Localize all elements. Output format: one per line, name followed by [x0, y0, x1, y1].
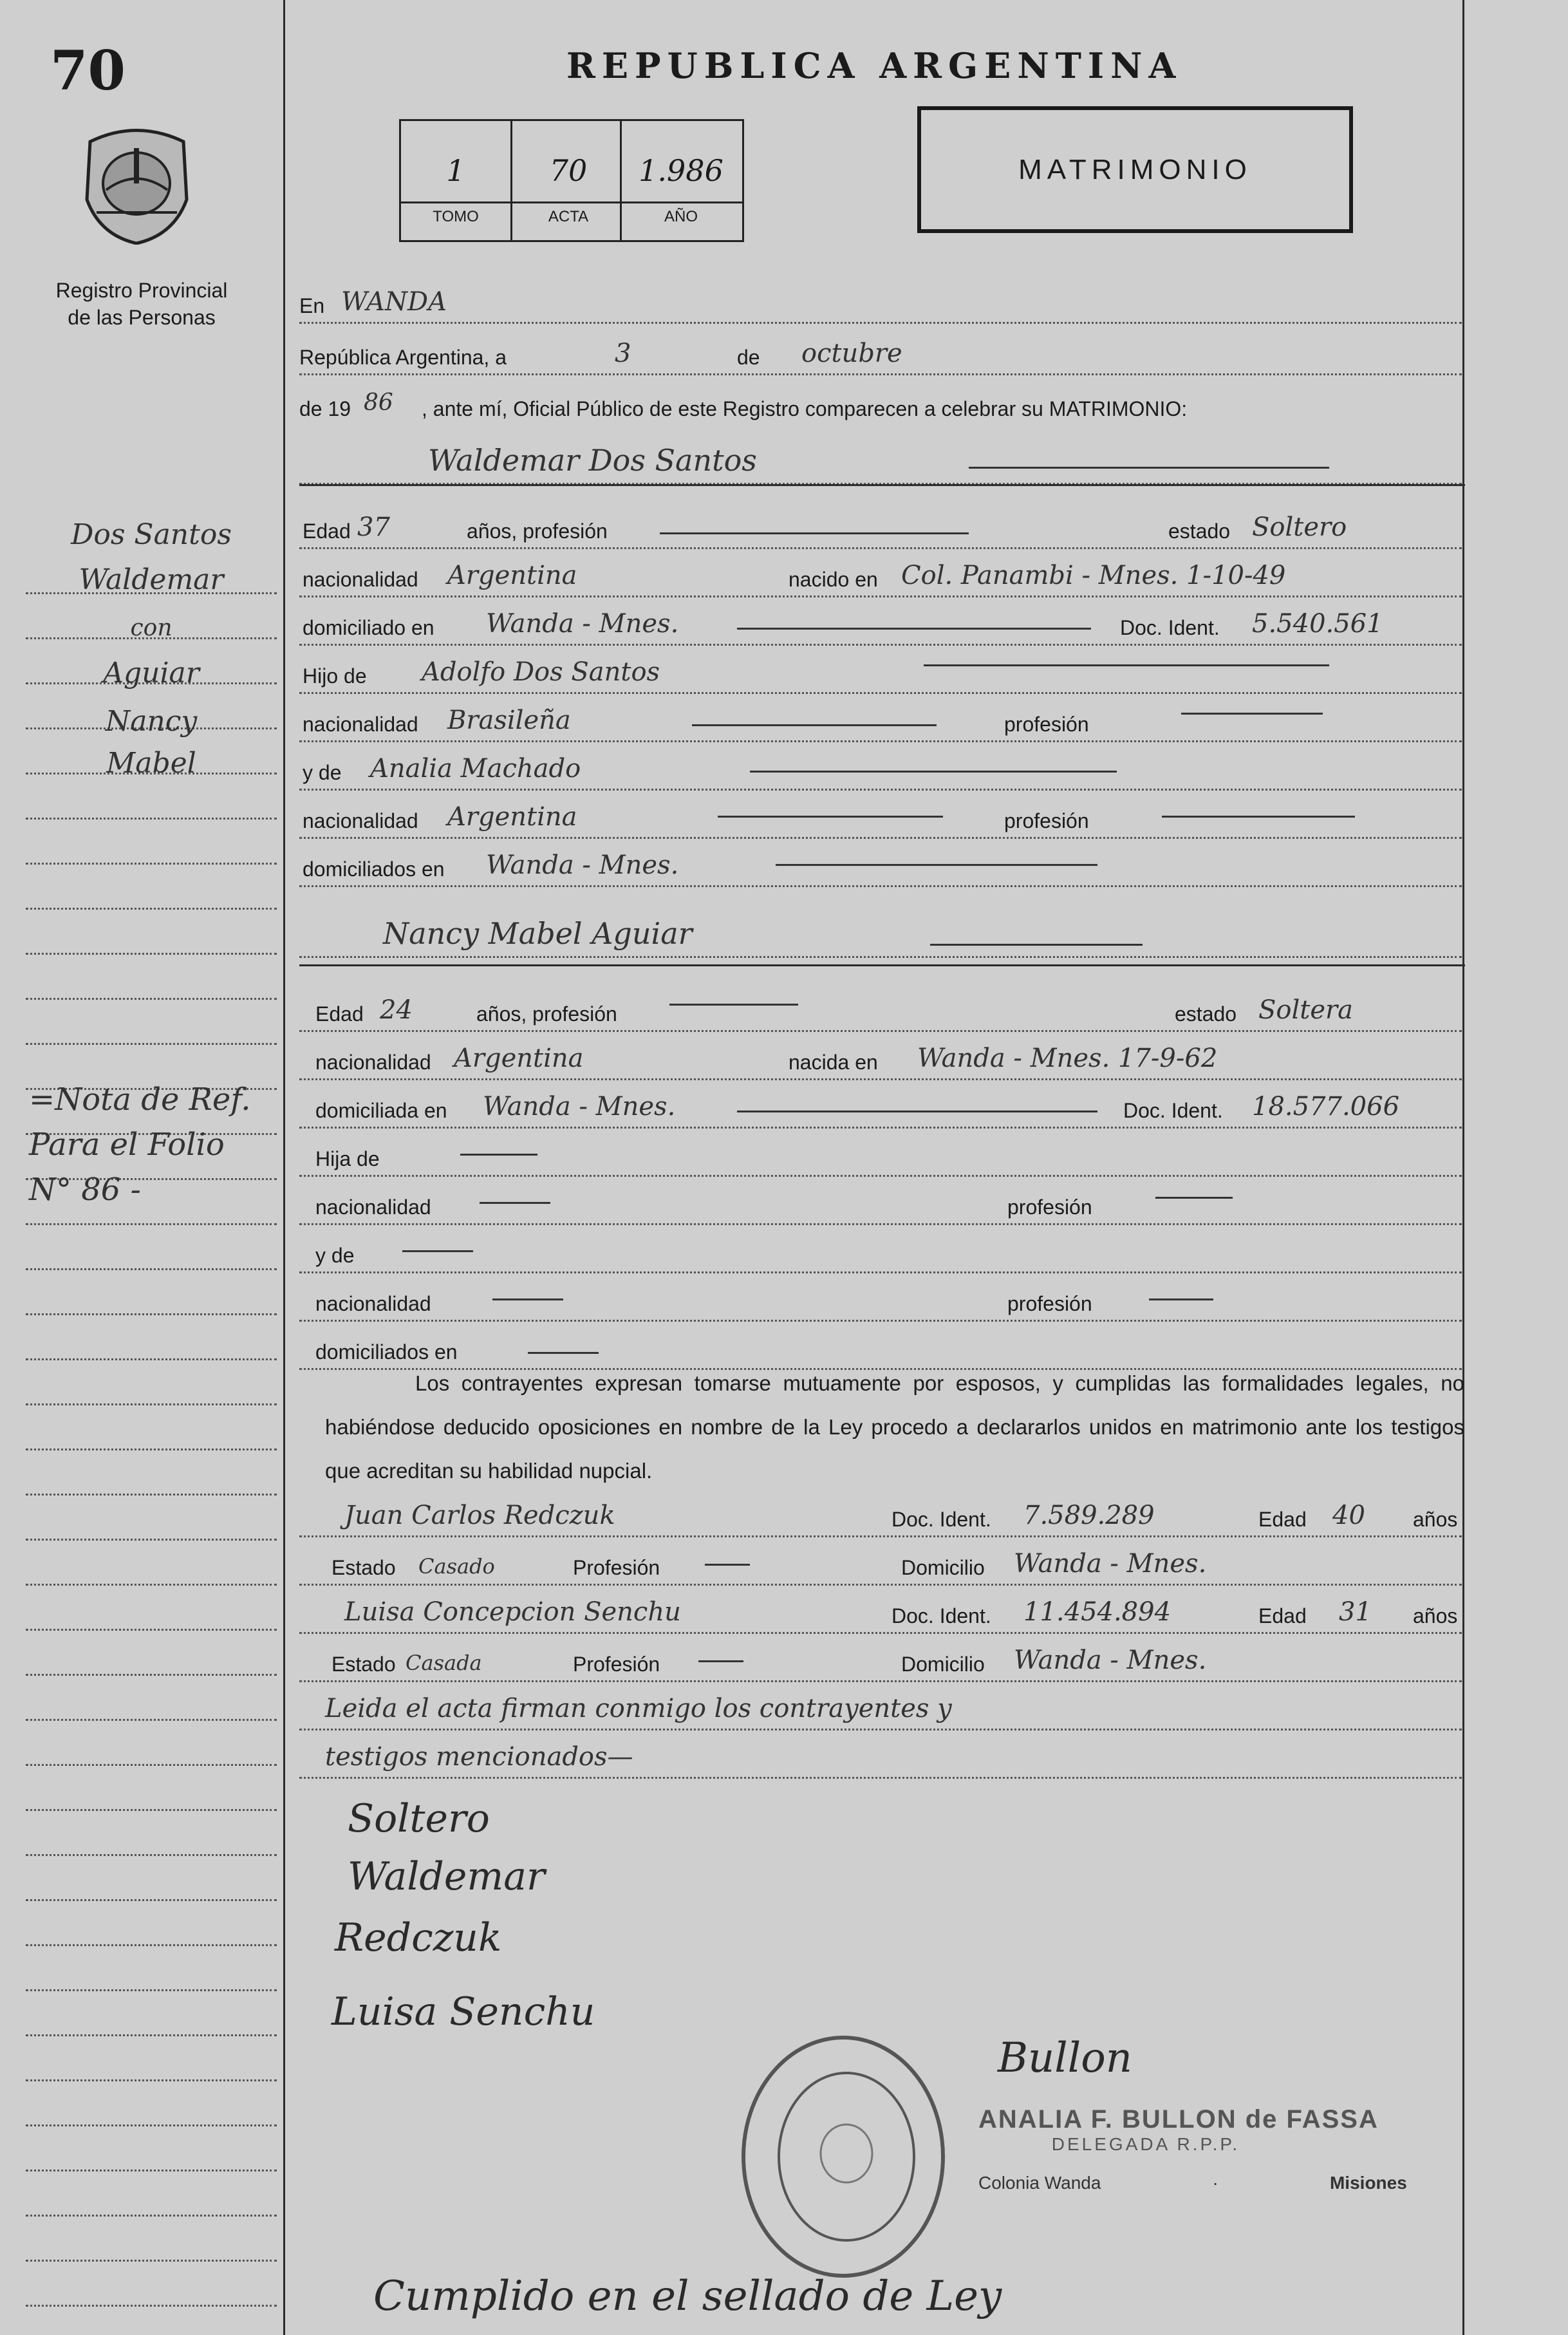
- delegate-block: [978, 2034, 1429, 2193]
- declaration-text: Los contrayentes expresan tomarse mutuamente por esposos, y cumplidas las formalidades legales, no habiéndose deducido oposiciones en nombre de la Ley procedo a declararlos unidos en matrimonio ante los testigos que acreditan su habilidad nupcial.: [325, 1371, 1464, 1483]
- bride-father-row: Hija de: [299, 1136, 1462, 1177]
- ano-label: AÑO: [664, 208, 698, 225]
- closing-note-line-2: testigos mencionados—: [325, 1742, 633, 1772]
- groom-address-row: domiciliado en Wanda - Mnes. Doc. Ident. 5.540.561: [299, 605, 1462, 646]
- groom-father-nationality: Brasileña: [447, 706, 571, 735]
- groom-mother-nationality: Argentina: [447, 802, 577, 832]
- closing-note-row-1: [299, 1690, 1462, 1730]
- delegate-title: DELEGADA R.P.P.: [1051, 2134, 1240, 2154]
- year-value: 86: [364, 389, 393, 416]
- bride-age-row: Edad 24 años, profesión estado Soltera: [299, 991, 1462, 1032]
- groom-age-row: Edad 37 años, profesión estado Soltero: [299, 509, 1462, 549]
- date-row: República Argentina, a 3 de octubre: [299, 335, 1462, 375]
- groom-nationality: Argentina: [447, 561, 577, 590]
- delegate-name: ANALIA F. BULLON de FASSA: [978, 2105, 1379, 2133]
- witness-1-status: Casado: [418, 1554, 495, 1579]
- record-box: [399, 119, 744, 242]
- registry-line-2: de las Personas: [68, 306, 216, 329]
- signature-1: Soltero: [348, 1796, 490, 1841]
- margin-note-line-2: Para el Folio: [29, 1127, 225, 1163]
- registry-line-1: Registro Provincial: [55, 279, 228, 302]
- year-row: de 19 86 , ante mí, Oficial Público de este Registro comparecen a celebrar su MATRIMONIO:: [299, 389, 1188, 420]
- groom-doc: 5.540.561: [1252, 609, 1383, 639]
- groom-address: Wanda - Mnes.: [486, 609, 679, 639]
- witness-2-details-row: Estado Casada Profesión Domicilio Wanda - Mnes.: [299, 1642, 1462, 1682]
- margin-rule: [283, 0, 285, 2335]
- groom-name: Waldemar Dos Santos: [428, 443, 757, 478]
- country-heading: REPUBLICA ARGENTINA: [566, 45, 1182, 86]
- bride-mother-row: y de: [299, 1233, 1462, 1273]
- groom-section-rule: [299, 484, 1465, 486]
- witness-1-name: Juan Carlos Redczuk: [344, 1501, 615, 1530]
- witness-2-name: Luisa Concepcion Senchu: [344, 1597, 681, 1627]
- delegate-place: Colonia Wanda · Misiones: [978, 2173, 1407, 2193]
- bride-name: Nancy Mabel Aguiar: [383, 916, 693, 951]
- registry-name: [26, 277, 257, 331]
- margin-note-line-1: =Nota de Ref.: [29, 1082, 251, 1118]
- closing-note-row-2: [299, 1738, 1462, 1779]
- margin-surname-2: Aguiar: [103, 657, 200, 689]
- bride-address-row: domiciliada en Wanda - Mnes. Doc. Ident. 18.577.066: [299, 1088, 1462, 1129]
- margin-given-3: Mabel: [106, 747, 196, 780]
- margin-con: con: [130, 615, 173, 641]
- witness-2-doc: 11.454.894: [1023, 1597, 1171, 1627]
- groom-father-row: Hijo de Adolfo Dos Santos: [299, 653, 1462, 694]
- groom-status: Soltero: [1252, 512, 1347, 542]
- bride-name-row: [299, 917, 1462, 958]
- closing-note-line-1: Leida el acta firman conmigo los contrayentes y: [325, 1694, 952, 1723]
- groom-parents-address-row: domiciliados en Wanda - Mnes.: [299, 847, 1462, 887]
- bride-mother-nationality-row: nacionalidad profesión: [299, 1281, 1462, 1322]
- bride-age: 24: [380, 995, 413, 1025]
- witness-1-details-row: Estado Casado Profesión Domicilio Wanda - Mnes.: [299, 1545, 1462, 1586]
- page-number: 70: [50, 39, 126, 102]
- witness-1-row: Juan Carlos Redczuk Doc. Ident. 7.589.289 Edad 40 años: [299, 1497, 1462, 1537]
- provincial-seal-icon: [77, 122, 196, 245]
- signature-4: Luisa Senchu: [331, 1989, 595, 2034]
- groom-father: Adolfo Dos Santos: [422, 657, 660, 687]
- place-value: WANDA: [341, 287, 447, 317]
- groom-parents-address: Wanda - Mnes.: [486, 850, 679, 880]
- place-row: En WANDA: [299, 283, 1462, 324]
- groom-mother: Analia Machado: [370, 754, 581, 783]
- groom-nationality-row: nacionalidad Argentina nacido en Col. Panambi - Mnes. 1-10-49: [299, 557, 1462, 597]
- witness-2-row: Luisa Concepcion Senchu Doc. Ident. 11.454.894 Edad 31 años: [299, 1593, 1462, 1634]
- acta-value: 70: [549, 153, 588, 188]
- margin-given-1: Waldemar: [79, 563, 224, 596]
- acta-label: ACTA: [548, 208, 589, 225]
- signature-3: Redczuk: [335, 1915, 502, 1960]
- tomo-value: 1: [446, 153, 465, 188]
- bride-nationality: Argentina: [454, 1044, 584, 1073]
- groom-age: 37: [357, 512, 390, 542]
- bride-status: Soltera: [1258, 995, 1353, 1025]
- bride-doc: 18.577.066: [1252, 1092, 1400, 1121]
- official-stamp-icon: [734, 2028, 953, 2285]
- witness-1-address: Wanda - Mnes.: [1014, 1549, 1207, 1579]
- bride-address: Wanda - Mnes.: [483, 1092, 676, 1121]
- day-value: 3: [615, 339, 631, 368]
- witness-2-address: Wanda - Mnes.: [1014, 1646, 1207, 1675]
- month-value: octubre: [801, 339, 902, 368]
- groom-father-nationality-row: nacionalidad Brasileña profesión: [299, 702, 1462, 742]
- groom-birthplace: Col. Panambi - Mnes. 1-10-49: [901, 561, 1286, 590]
- record-type-box: MATRIMONIO: [917, 106, 1353, 233]
- bride-nationality-row: nacionalidad Argentina nacida en Wanda - Mnes. 17-9-62: [299, 1040, 1462, 1080]
- bride-section-rule: [299, 964, 1465, 966]
- witness-2-age: 31: [1339, 1597, 1372, 1627]
- witness-1-doc: 7.589.289: [1023, 1501, 1155, 1530]
- groom-mother-nationality-row: nacionalidad Argentina profesión: [299, 798, 1462, 839]
- bride-birthplace: Wanda - Mnes. 17-9-62: [917, 1044, 1218, 1073]
- margin-surname-1: Dos Santos: [71, 518, 232, 551]
- delegate-signature: Bullon: [998, 2034, 1132, 2082]
- tomo-label: TOMO: [433, 208, 479, 225]
- groom-mother-row: y de Analia Machado: [299, 750, 1462, 791]
- signature-2: Waldemar: [348, 1854, 545, 1899]
- margin-given-2: Nancy: [105, 705, 198, 738]
- witness-2-status: Casada: [406, 1651, 482, 1675]
- footer-note: Cumplido en el sellado de Ley: [373, 2273, 1002, 2320]
- witness-1-age: 40: [1332, 1501, 1365, 1530]
- bride-parents-address-row: domiciliados en: [299, 1329, 1462, 1370]
- ano-value: 1.986: [639, 153, 723, 188]
- bride-father-nationality-row: nacionalidad profesión: [299, 1185, 1462, 1225]
- margin-note-line-3: N° 86 -: [29, 1172, 141, 1208]
- groom-name-row: [299, 444, 1462, 485]
- right-border-rule: [1462, 0, 1464, 2335]
